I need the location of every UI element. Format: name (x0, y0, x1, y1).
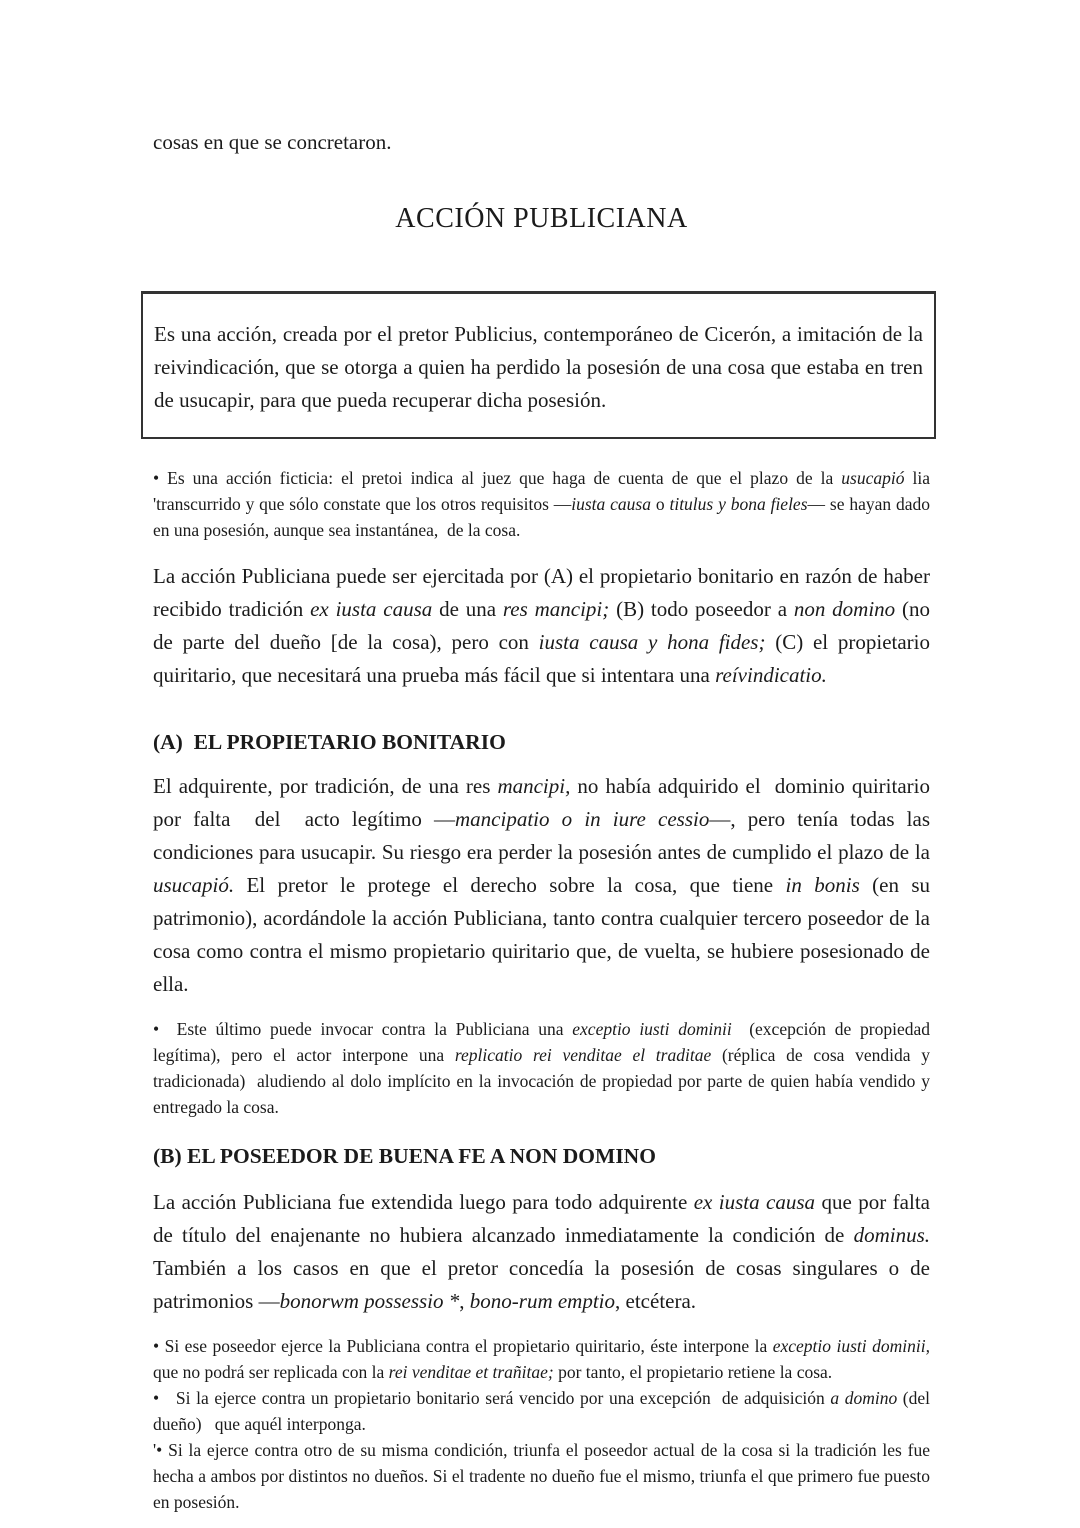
note-item-misma-condicion: '• Si la ejerce contra otro de su misma condición, triunfa el poseedor actual de la cosa si la tradición les fue hecha a ambos por distintos no dueños. Si el tradente no dueño fue el mismo, triunfa el que primero fue puesto en posesión. (153, 1440, 935, 1512)
para-ejercitada: La acción Publiciana puede ser ejercitada por (A) el propietario bonitario en razón de haber recibido tradición ex iusta causa de una res mancipi; (B) todo poseedor a non domino (no de parte del dueño [de la cosa), pero con iusta causa y hona fides; (C) el propietario quiritario, que necesitará una prueba más fácil que si intentara una reívindicatio. (153, 564, 936, 687)
note-item-quiritario: • Si ese poseedor ejerce la Publiciana contra el propietario quiritario, éste interpone la exceptio iusti dominii, que no podrá ser replicada con la rei venditae et trañitae; por tanto, el propietario retiene la cosa. (153, 1336, 935, 1382)
definition-text: Es una acción, creada por el pretor Publicius, contemporáneo de Cicerón, a imitación de la reivindicación, que se otorga a quien ha perdido la posesión de una cosa que estaba en tren de usucapir, para que pueda recuperar dicha posesión. (154, 322, 929, 412)
page-title: ACCIÓN PUBLICIANA (395, 203, 688, 234)
heading-propietario-bonitario: (A) EL PROPIETARIO BONITARIO (153, 730, 506, 754)
heading-poseedor-buena-fe: (B) EL POSEEDOR DE BUENA FE A NON DOMINO (153, 1144, 656, 1168)
para-adquirente: El adquirente, por tradición, de una res mancipi, no había adquirido el dominio quiritario por falta del acto legítimo —mancipatio o in iure cessio—, pero tenía todas las condiciones para usucapir. Su riesgo era perder la posesión antes de cumplido el plazo de la usucapió. El pretor le protege el derecho sobre la cosa, que tiene in bonis (en su patrimonio), acordándole la acción Publiciana, tanto contra cualquier tercero poseedor de la cosa como contra el mismo propietario quiritario que, de vuelta, se hubiere posesionado de ella. (153, 774, 936, 996)
note-exceptio-iusti-dominii: • Este último puede invocar contra la Publiciana una exceptio iusti dominii (excepción de propiedad legítima), pero el actor interpone una replicatio rei venditae el traditae (réplica de cosa vendida y tradicionada) aludiendo al dolo implícito en la invocación de propiedad por parte de quien había vendido y entregado la cosa. (153, 1019, 935, 1117)
para-extendida: La acción Publiciana fue extendida luego para todo adquirente ex iusta causa que por falta de título del enajenante no hubiera alcanzado inmediatamente la condición de dominus. También a los casos en que el pretor concedía la posesión de cosas singulares o de patrimonios —bonorwm possessio *, bono-rum emptio, etcétera. (153, 1190, 936, 1313)
definition-box (141, 291, 936, 439)
intro-line: cosas en que se concretaron. (153, 130, 392, 154)
note-item-bonitario: • Si la ejerce contra un propietario bonitario será vencido por una excepción de adquisición a domino (del dueño) que aquél interponga. (153, 1388, 935, 1434)
note-accion-ficticia: • Es una acción ficticia: el pretoi indica al juez que haga de cuenta de que el plazo de la usucapió lia 'transcurrido y que sólo constate que los otros requisitos —iusta causa o titulus y bona fieles— se hayan dado en una posesión, aunque sea instantánea, de la cosa. (153, 468, 935, 540)
notes-list (153, 1333, 935, 1515)
